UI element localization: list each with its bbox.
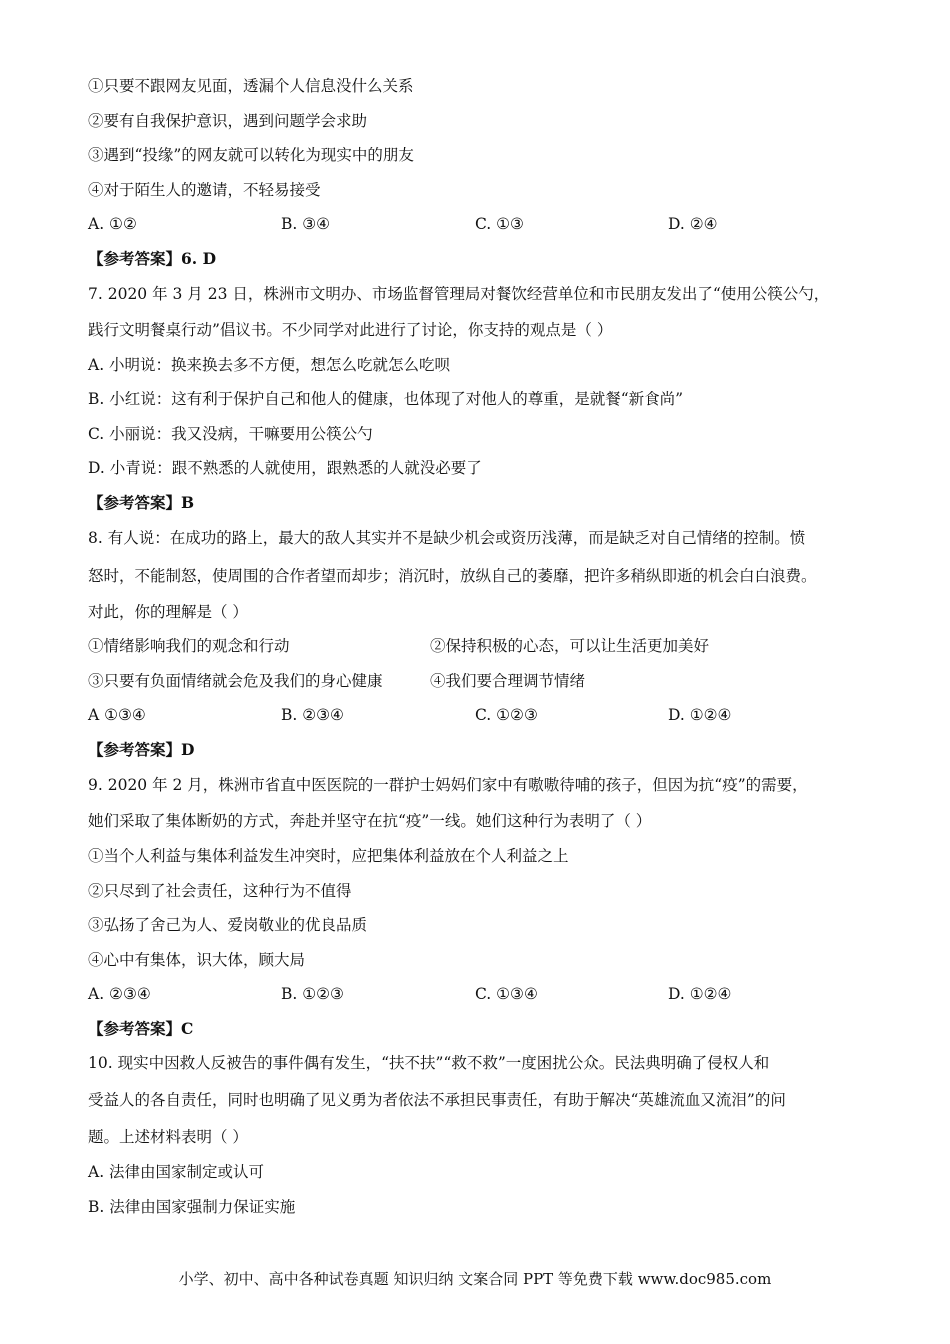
- q6-option-4: ④对于陌生人的邀请，不轻易接受: [88, 181, 321, 199]
- q8-option-4: ④我们要合理调节情绪: [430, 672, 586, 690]
- q7-choice-a: A. 小明说：换来换去多不方便，想怎么吃就怎么吃呗: [88, 356, 451, 374]
- page-footer: 小学、初中、高中各种试卷真题 知识归纳 文案合同 PPT 等免费下载 www.doc985.com: [178, 1270, 772, 1288]
- q7-choice-b: B. 小红说：这有利于保护自己和他人的健康，也体现了对他人的尊重，是就餐“新食尚”: [88, 390, 684, 408]
- q8-choice-b: B. ②③④: [281, 706, 344, 724]
- q8-stem-line-1: 8. 有人说：在成功的路上，最大的敌人其实并不是缺少机会或资历浅薄，而是缺乏对自己情绪的控制。愤: [88, 529, 806, 547]
- q8-option-2: ②保持积极的心态，可以让生活更加美好: [430, 637, 710, 655]
- q9-choice-a: A. ②③④: [88, 985, 151, 1003]
- q10-stem-line-2: 受益人的各自责任，同时也明确了见义勇为者依法不承担民事责任，有助于解决“英雄流血又流泪”的问: [88, 1091, 786, 1109]
- q9-choice-b: B. ①②③: [281, 985, 344, 1003]
- q7-stem-line-2: 践行文明餐桌行动”倡议书。不少同学对此进行了讨论，你支持的观点是（ ）: [88, 321, 613, 339]
- q9-choice-c: C. ①③④: [475, 985, 538, 1003]
- q10-stem-line-3: 题。上述材料表明（ ）: [88, 1128, 248, 1146]
- q8-option-3: ③只要有负面情绪就会危及我们的身心健康: [88, 672, 383, 690]
- q7-answer: 【参考答案】B: [88, 493, 195, 512]
- q9-stem-line-2: 她们采取了集体断奶的方式，奔赴并坚守在抗“疫”一线。她们这种行为表明了（ ）: [88, 812, 652, 830]
- q8-choice-a: A ①③④: [88, 706, 146, 724]
- q7-choice-d: D. 小青说：跟不熟悉的人就使用，跟熟悉的人就没必要了: [88, 459, 482, 477]
- q8-stem-line-2: 怒时，不能制怒，使周围的合作者望而却步；消沉时，放纵自己的萎靡，把许多稍纵即逝的机会白白浪费。: [88, 567, 817, 585]
- q7-stem-line-1: 7. 2020 年 3 月 23 日，株洲市文明办、市场监督管理局对餐饮经营单位和市民朋友发出了“使用公筷公勺，: [88, 285, 830, 303]
- q6-choice-b: B. ③④: [281, 215, 331, 233]
- q7-choice-c: C. 小丽说：我又没病，干嘛要用公筷公勺: [88, 425, 373, 443]
- q9-stem-line-1: 9. 2020 年 2 月，株洲市省直中医医院的一群护士妈妈们家中有嗷嗷待哺的孩子，但因为抗“疫”的需要，: [88, 776, 808, 794]
- q8-option-1: ①情绪影响我们的观念和行动: [88, 637, 290, 655]
- q6-answer: 【参考答案】6. D: [88, 249, 217, 268]
- q6-option-1: ①只要不跟网友见面，透漏个人信息没什么关系: [88, 77, 414, 95]
- q6-choice-a: A. ①②: [88, 215, 137, 233]
- q6-option-3: ③遇到“投缘”的网友就可以转化为现实中的朋友: [88, 146, 414, 164]
- q8-choice-c: C. ①②③: [475, 706, 538, 724]
- q8-choice-d: D. ①②④: [668, 706, 732, 724]
- q10-choice-a: A. 法律由国家制定或认可: [88, 1163, 265, 1181]
- q10-choice-b: B. 法律由国家强制力保证实施: [88, 1198, 296, 1216]
- q9-option-2: ②只尽到了社会责任，这种行为不值得: [88, 882, 352, 900]
- q9-choice-d: D. ①②④: [668, 985, 732, 1003]
- q9-option-4: ④心中有集体，识大体，顾大局: [88, 951, 306, 969]
- q9-option-1: ①当个人利益与集体利益发生冲突时，应把集体利益放在个人利益之上: [88, 847, 569, 865]
- q9-answer: 【参考答案】C: [88, 1019, 194, 1038]
- q6-choice-d: D. ②④: [668, 215, 718, 233]
- q8-answer: 【参考答案】D: [88, 740, 195, 759]
- q8-stem-line-3: 对此，你的理解是（ ）: [88, 603, 248, 621]
- q9-option-3: ③弘扬了舍己为人、爱岗敬业的优良品质: [88, 916, 368, 934]
- q6-option-2: ②要有自我保护意识，遇到问题学会求助: [88, 112, 368, 130]
- q10-stem-line-1: 10. 现实中因救人反被告的事件偶有发生，“扶不扶”“救不救”一度困扰公众。民法典明确了侵权人和: [88, 1054, 770, 1072]
- q6-choice-c: C. ①③: [475, 215, 524, 233]
